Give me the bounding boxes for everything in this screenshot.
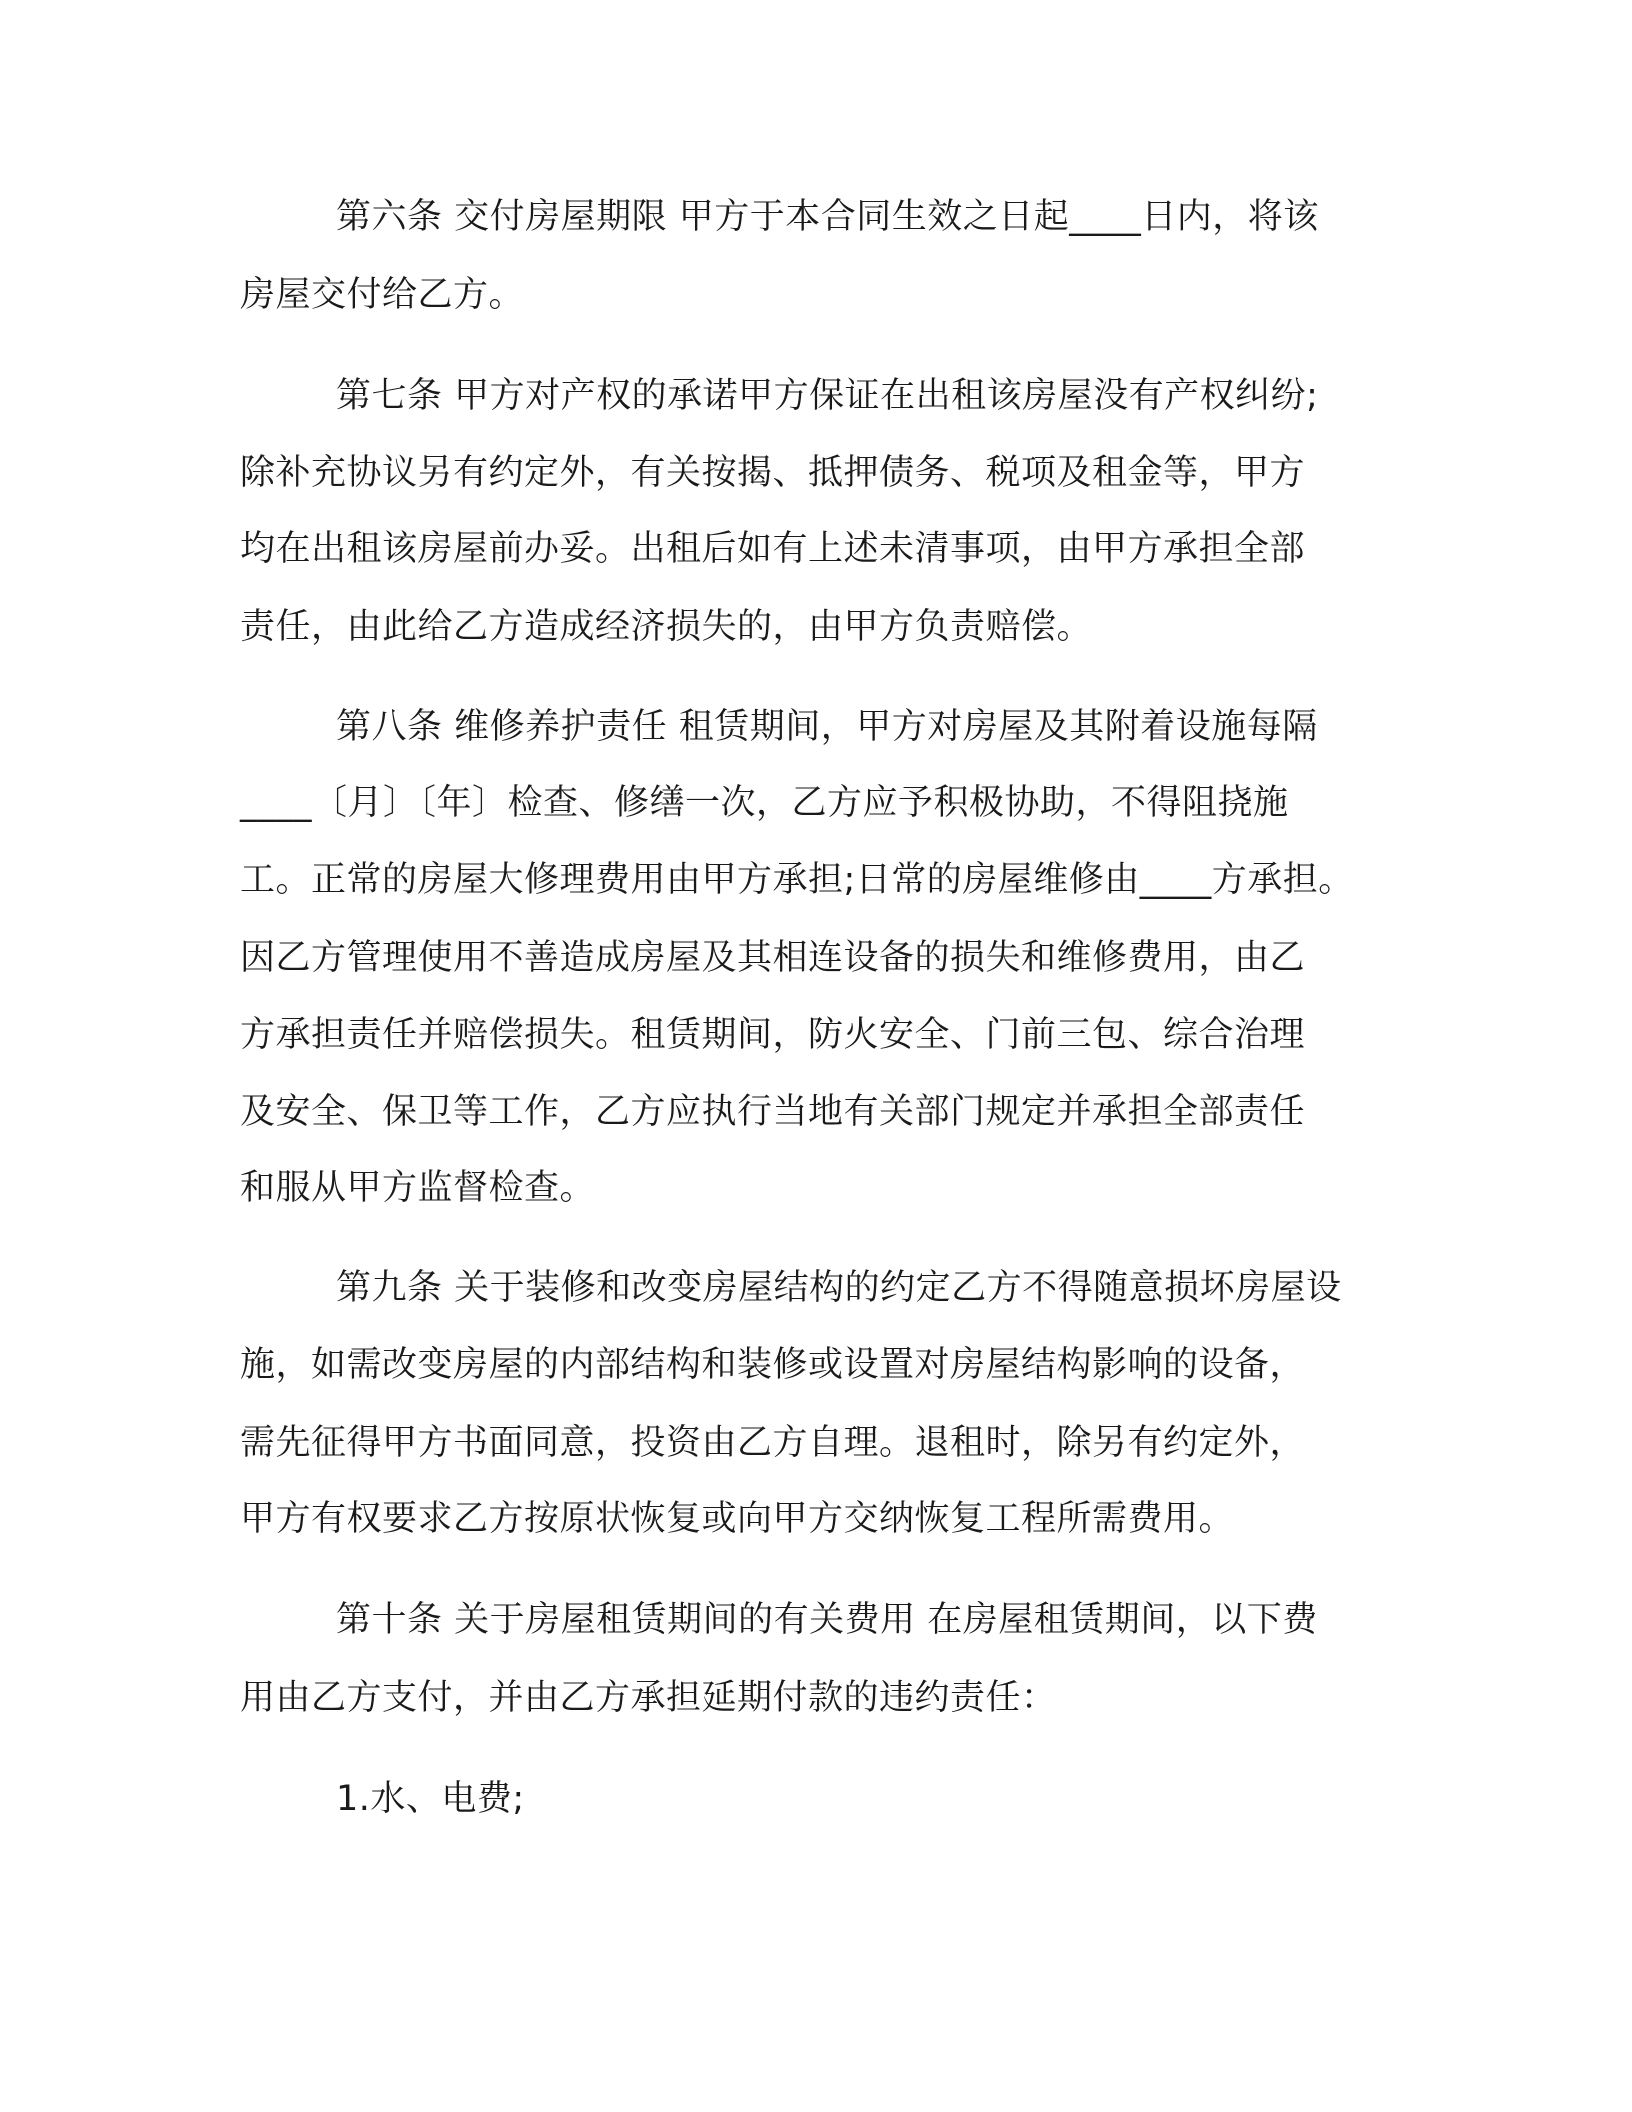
article-7-line-2: 除补充协议另有约定外，有关按揭、抵押债务、税项及租金等，甲方 (240, 453, 1306, 493)
article-7-line-3: 均在出租该房屋前办妥。出租后如有上述未清事项，由甲方承担全部 (240, 529, 1306, 569)
article-8-line-6: 及安全、保卫等工作，乙方应执行当地有关部门规定并承担全部责任 (240, 1092, 1306, 1132)
article-6-line-2: 房屋交付给乙方。 (240, 275, 525, 315)
article-7-line-1: 第七条 甲方对产权的承诺甲方保证在出租该房屋没有产权纠纷; (336, 376, 1319, 416)
article-6-line-1: 第六条 交付房屋期限 甲方于本合同生效之日起____日内，将该 (336, 197, 1319, 237)
article-9-line-1: 第九条 关于装修和改变房屋结构的约定乙方不得随意损坏房屋设 (336, 1268, 1342, 1308)
article-10-line-1: 第十条 关于房屋租赁期间的有关费用 在房屋租赁期间，以下费 (336, 1600, 1318, 1640)
list-item-1: 1.水、电费; (336, 1779, 525, 1819)
article-8-line-2: ____〔月〕〔年〕检查、修缮一次，乙方应予积极协助，不得阻挠施 (240, 783, 1289, 823)
article-8-line-5: 方承担责任并赔偿损失。租赁期间，防火安全、门前三包、综合治理 (240, 1015, 1306, 1055)
article-9-line-4: 甲方有权要求乙方按原状恢复或向甲方交纳恢复工程所需费用。 (240, 1499, 1235, 1539)
article-9-line-3: 需先征得甲方书面同意，投资由乙方自理。退租时，除另有约定外， (240, 1423, 1306, 1463)
article-7-line-4: 责任，由此给乙方造成经济损失的，由甲方负责赔偿。 (240, 607, 1093, 647)
article-8-line-1: 第八条 维修养护责任 租赁期间，甲方对房屋及其附着设施每隔 (336, 707, 1318, 747)
article-8-line-4: 因乙方管理使用不善造成房屋及其相连设备的损失和维修费用，由乙 (240, 938, 1306, 978)
article-8-line-3: 工。正常的房屋大修理费用由甲方承担;日常的房屋维修由____方承担。 (240, 860, 1354, 900)
article-8-line-7: 和服从甲方监督检查。 (240, 1168, 596, 1208)
article-9-line-2: 施，如需改变房屋的内部结构和装修或设置对房屋结构影响的设备， (240, 1345, 1306, 1385)
article-10-line-2: 用由乙方支付，并由乙方承担延期付款的违约责任： (240, 1678, 1057, 1718)
